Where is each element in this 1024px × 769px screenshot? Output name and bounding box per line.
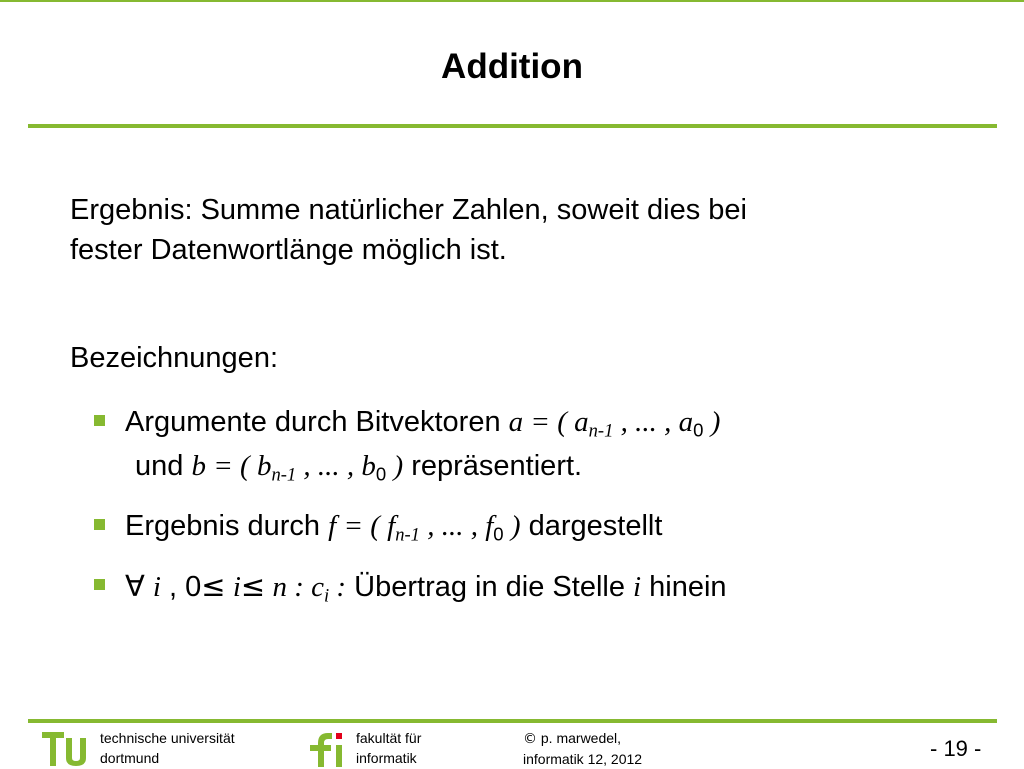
math-subscript: i [324,585,330,607]
bullet-line [125,400,970,444]
paragraph-line: fester Datenwortlänge möglich ist. [70,234,507,266]
math-open: = ( [336,510,388,542]
paragraph-line: Bezeichnungen: [70,342,278,374]
footer-line: dortmund [100,750,160,766]
page-number: - 19 - [930,736,982,761]
math-var: i [225,571,241,603]
slide-body [70,190,970,378]
footer-line [523,728,642,749]
le-symbol: ≤ [201,569,226,603]
forall-symbol: ∀ [125,569,145,603]
le-symbol: ≤ [240,569,266,603]
title-rule [28,124,997,128]
tu-logo-icon [42,730,92,768]
math-subscript: 0 [375,463,387,485]
footer-rule [28,719,997,723]
footer-line: informatik 12, 2012 [523,751,643,767]
math-close: ) [386,450,404,482]
faculty-name [356,728,421,768]
footer-line: fakultät für [356,730,422,746]
list-item [70,400,970,488]
math-var: b [256,450,272,482]
bullet-text: Übertrag in die Stelle [346,571,634,603]
bullet-text: und [135,450,184,482]
math-var: f [328,510,337,542]
math-subscript: n-1 [588,420,614,442]
terms-heading [70,338,970,378]
list-item [70,564,970,609]
slide-title: Addition [441,47,583,86]
math-var: n [265,571,287,603]
math-open: = ( [205,450,257,482]
bullet-text: Argumente durch Bitvektoren [125,406,501,438]
fi-logo-icon [308,729,350,767]
footer-line: technische universität [100,730,235,746]
author-name: p. marwedel, [537,730,622,746]
bullet-line [125,564,970,609]
math-subscript: n-1 [395,524,420,546]
bullet-text: hinein [641,571,727,603]
math-subscript: 0 [693,419,704,441]
footer [0,726,1024,768]
math-var: c [311,571,325,603]
copyright-info [523,728,642,769]
math-var: f [387,510,396,542]
square-bullet-icon [94,415,105,426]
math-ellipsis: , ... , [613,406,679,438]
math-var: a [574,406,589,438]
square-bullet-icon [94,519,105,530]
math-subscript: n-1 [271,464,297,486]
math-var: b [361,450,376,482]
math-var: a [678,406,694,438]
bullet-text: dargestellt [520,510,663,542]
math-colon: : [286,571,312,603]
university-name [100,728,235,768]
math-open: = ( [523,406,575,438]
math-var: i [152,571,161,603]
top-rule [0,0,1024,2]
bullet-text: repräsentiert. [403,450,583,482]
math-var: i [633,571,642,603]
paragraph-line: Ergebnis: Summe natürlicher Zahlen, soweit dies bei [70,194,747,226]
math-ellipsis: , ... , [419,510,486,542]
math-var: f [485,510,494,542]
bullet-text: Ergebnis durch [125,510,321,542]
bullet-line [125,444,970,488]
footer-line: informatik [356,750,417,766]
math-var: a [508,406,524,438]
math-close: ) [503,510,521,542]
math-subscript: 0 [493,523,504,545]
math-close: ) [703,406,721,438]
bullet-line [125,504,970,548]
square-bullet-icon [94,579,105,590]
list-item [70,504,970,548]
math-text: , 0 [160,571,202,603]
copyright-symbol: © [523,731,537,747]
math-var: b [191,450,206,482]
result-paragraph [70,190,970,270]
bullet-list [70,400,970,609]
math-ellipsis: , ... , [296,450,362,482]
math-colon: : [329,571,347,603]
